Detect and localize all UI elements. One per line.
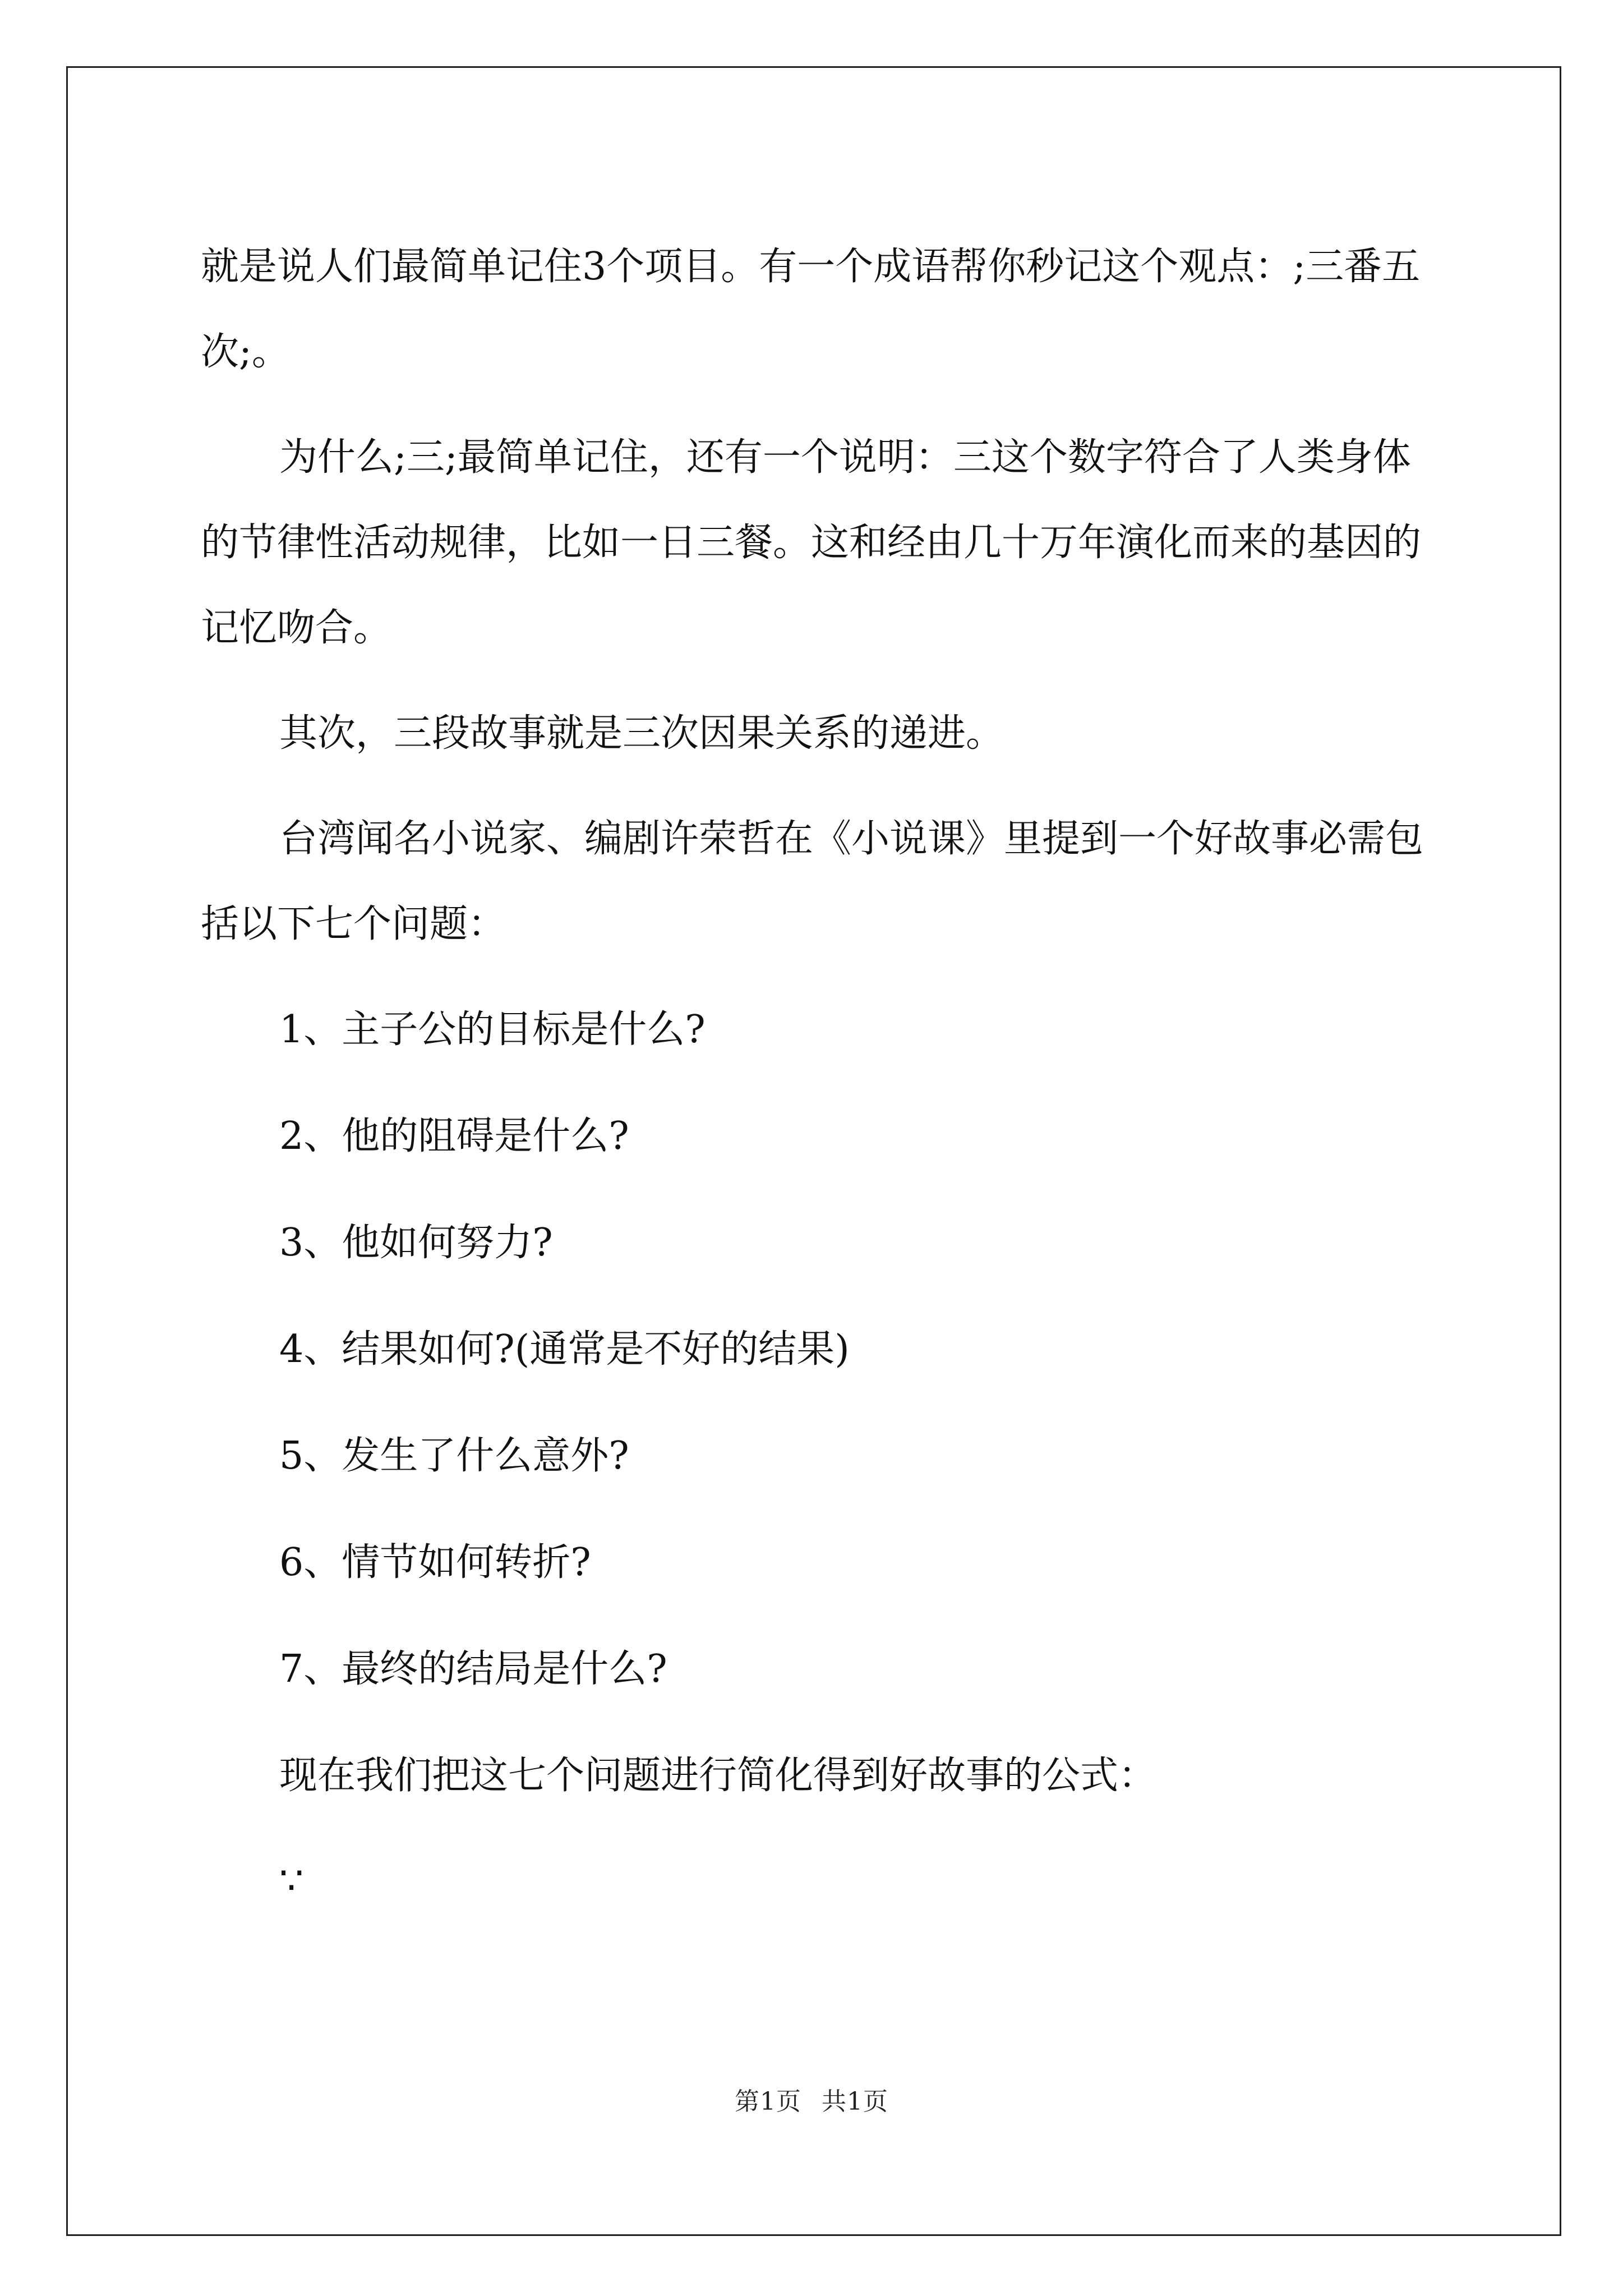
list-item: 5、发生了什么意外? <box>279 1434 629 1478</box>
list-item: 7、最终的结局是什么? <box>279 1647 667 1691</box>
list-item: 3、他如何努力? <box>279 1221 553 1265</box>
paragraph: 其次，三段故事就是三次因果关系的递进。 <box>279 711 1004 756</box>
paragraph: 就是说人们最简单记住3个项目。有一个成语帮你秒记这个观点：;三番五次;。 <box>201 245 1421 374</box>
paragraph: 台湾闻名小说家、编剧许荣哲在《小说课》里提到一个好故事必需包括以下七个问题： <box>201 817 1424 946</box>
document-body <box>201 224 1435 1944</box>
page-footer <box>0 2081 1623 2117</box>
page-number: 第1页 <box>735 2087 801 2116</box>
paragraph: 为什么;三;最简单记住，还有一个说明：三这个数字符合了人类身体的节律性活动规律，比如一日三餐。这和经由几十万年演化而来的基因的记忆吻合。 <box>201 435 1422 650</box>
list-item: 6、情节如何转折? <box>279 1540 591 1585</box>
because-symbol: ∵ <box>279 1859 304 1903</box>
list-item: 4、结果如何?(通常是不好的结果) <box>279 1327 850 1372</box>
list-item: 2、他的阻碍是什么? <box>279 1114 629 1158</box>
paragraph: 现在我们把这七个问题进行简化得到好故事的公式： <box>279 1754 1157 1798</box>
page-total: 共1页 <box>822 2087 888 2116</box>
list-item: 1、主子公的目标是什么? <box>279 1007 706 1052</box>
